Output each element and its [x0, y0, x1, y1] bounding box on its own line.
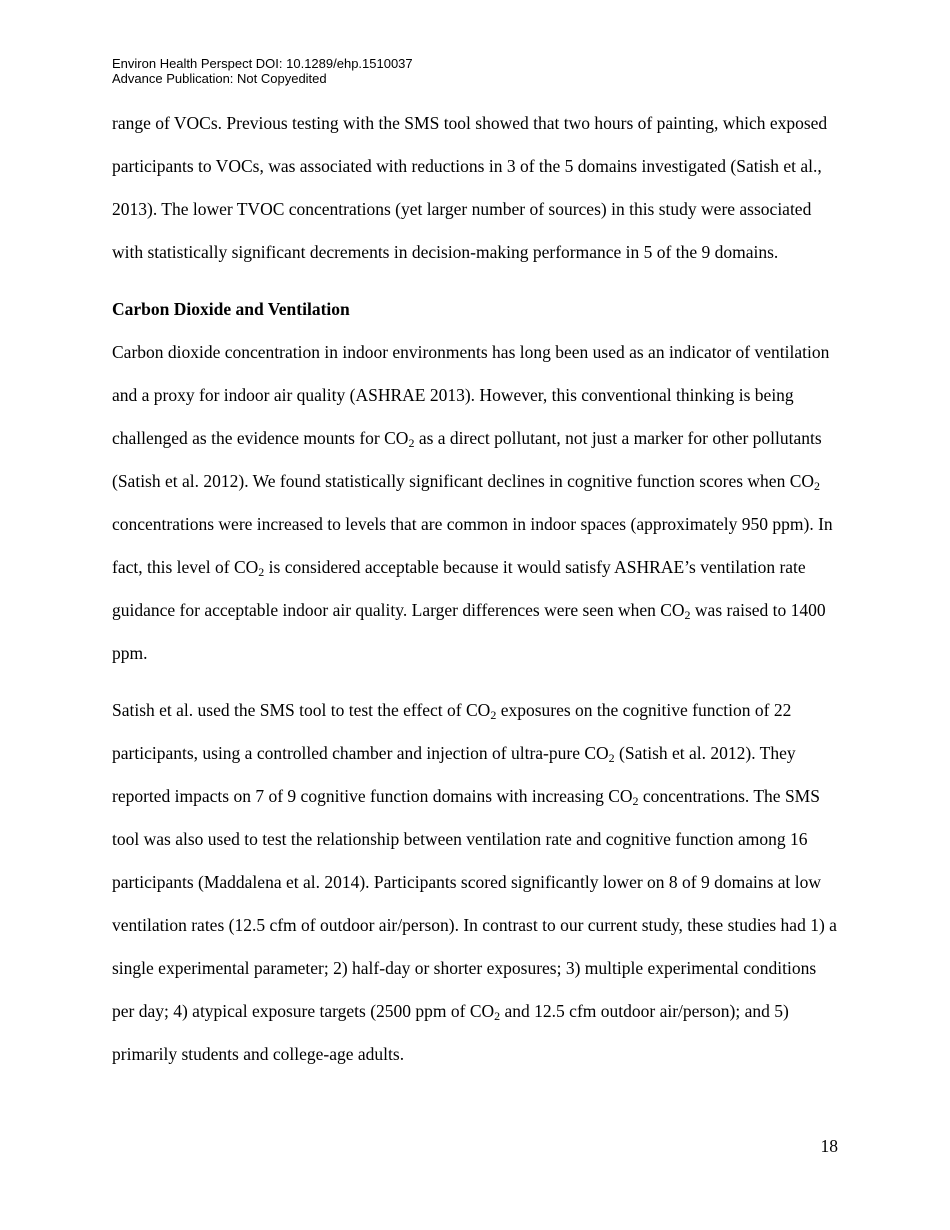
text-run: and 12.5 cfm outdoor air/person); and 5) primarily students and college-age adults.: [112, 1001, 789, 1064]
text-run: is considered acceptable because it would satisfy ASHRAE’s ventilation rate guidance for acceptable indoor air quality. Larger differences were seen when CO: [112, 557, 806, 620]
header-publication-status: Advance Publication: Not Copyedited: [112, 71, 327, 86]
text-run: as a direct pollutant, not just a marker for other pollutants (Satish et al. 2012). We found statistically significant declines in cognitive function scores when CO: [112, 428, 822, 491]
paragraph-vocs: range of VOCs. Previous testing with the SMS tool showed that two hours of painting, which exposed participants to VOCs, was associated with reductions in 3 of the 5 domains investigated (Satish et al., 2013). The lower TVOC concentrations (yet larger number of sources) in this study were associated with statistically significant decrements in decision-making performance in 5 of the 9 domains.: [112, 113, 828, 262]
page-number: 18: [820, 1136, 838, 1156]
text-run: (Satish et al. 2012). They reported impacts on 7 of 9 cognitive function domains with increasing CO: [112, 743, 796, 806]
subscript: 2: [684, 608, 691, 622]
header-journal-doi: Environ Health Perspect DOI: 10.1289/ehp.1510037: [112, 56, 413, 71]
text-run: Carbon dioxide concentration in indoor environments has long been used as an indicator of ventilation and a proxy for indoor air quality (ASHRAE 2013). However, this conventional thinking is being challenged as the evidence mounts for CO: [112, 342, 830, 448]
section-heading: Carbon Dioxide and Ventilation: [112, 299, 350, 319]
paragraph-prior-studies: [112, 689, 840, 1076]
subscript: 2: [408, 436, 415, 450]
paragraph-co2-ventilation: [112, 331, 840, 675]
text-run: concentrations. The SMS tool was also used to test the relationship between ventilation rate and cognitive function among 16 participants (Maddalena et al. 2014). Participants scored significantly lower on 8 of 9 domains at low ventilation rates (12.5 cfm of outdoor air/person). In contrast to our current study, these studies had 1) a single experimental parameter; 2) half-day or shorter exposures; 3) multiple experimental conditions per day; 4) atypical exposure targets (2500 ppm of CO: [112, 786, 837, 1021]
text-run: Satish et al. used the SMS tool to test the effect of CO: [112, 700, 491, 720]
subscript: 2: [258, 565, 265, 579]
running-header: [112, 56, 413, 86]
text-run: exposures on the cognitive function of 22 participants, using a controlled chamber and injection of ultra-pure CO: [112, 700, 792, 763]
subscript: 2: [494, 1009, 501, 1023]
text-run: was raised to 1400 ppm.: [112, 600, 826, 663]
subscript: 2: [632, 794, 639, 808]
subscript: 2: [490, 708, 497, 722]
subscript: 2: [608, 751, 615, 765]
document-body: [112, 102, 840, 1076]
text-run: concentrations were increased to levels that are common in indoor spaces (approximately 950 ppm). In fact, this level of CO: [112, 514, 833, 577]
subscript: 2: [814, 479, 821, 493]
